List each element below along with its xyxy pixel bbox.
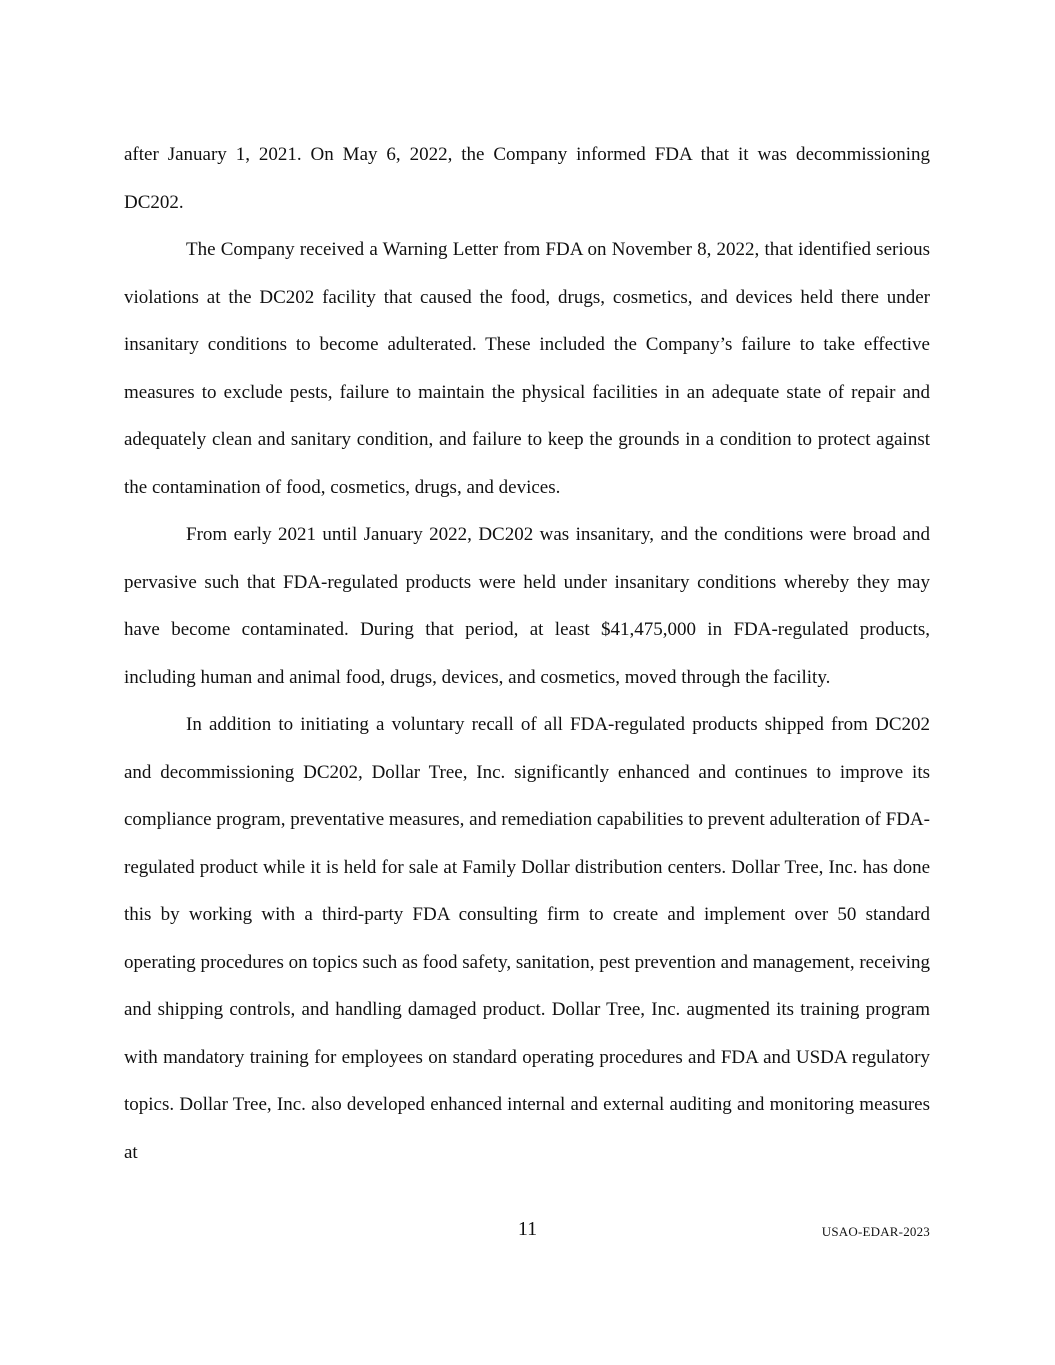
- paragraph-continuation: after January 1, 2021. On May 6, 2022, the Company informed FDA that it was decommissioning DC202.: [124, 144, 930, 213]
- paragraph-remediation: In addition to initiating a voluntary recall of all FDA-regulated products shipped from DC202 and decommissioning DC202, Dollar Tree, Inc. significantly enhanced and continues to improve its compliance program, preventative measures, and remediation capabilities to prevent adulteration of FDA-regulated product while it is held for sale at Family Dollar distribution centers. Dollar Tree, Inc. has done this by working with a third-party FDA consulting firm to create and implement over 50 standard operating procedures on topics such as food safety, sanitation, pest prevention and management, receiving and shipping controls, and handling damaged product. Dollar Tree, Inc. augmented its training program with mandatory training for employees on standard operating procedures and FDA and USDA regulatory topics. Dollar Tree, Inc. also developed enhanced internal and external auditing and monitoring measures at: [124, 714, 931, 1163]
- document-id: USAO-EDAR-2023: [821, 1224, 930, 1239]
- page-number: 11: [517, 1218, 538, 1240]
- document-body: [124, 131, 930, 1176]
- paragraph-insanitary-conditions: From early 2021 until January 2022, DC202 was insanitary, and the conditions were broad and pervasive such that FDA-regulated products were held under insanitary conditions whereby they may have become contaminated. During that period, at least $41,475,000 in FDA-regulated products, including human and animal food, drugs, devices, and cosmetics, moved through the facility.: [124, 524, 930, 688]
- paragraph-warning-letter: The Company received a Warning Letter from FDA on November 8, 2022, that identified serious violations at the DC202 facility that caused the food, drugs, cosmetics, and devices held there under insanitary conditions to become adulterated. These included the Company’s failure to take effective measures to exclude pests, failure to maintain the physical facilities in an adequate state of repair and adequately clean and sanitary condition, and failure to keep the grounds in a condition to protect against the contamination of food, cosmetics, drugs, and devices.: [124, 239, 930, 498]
